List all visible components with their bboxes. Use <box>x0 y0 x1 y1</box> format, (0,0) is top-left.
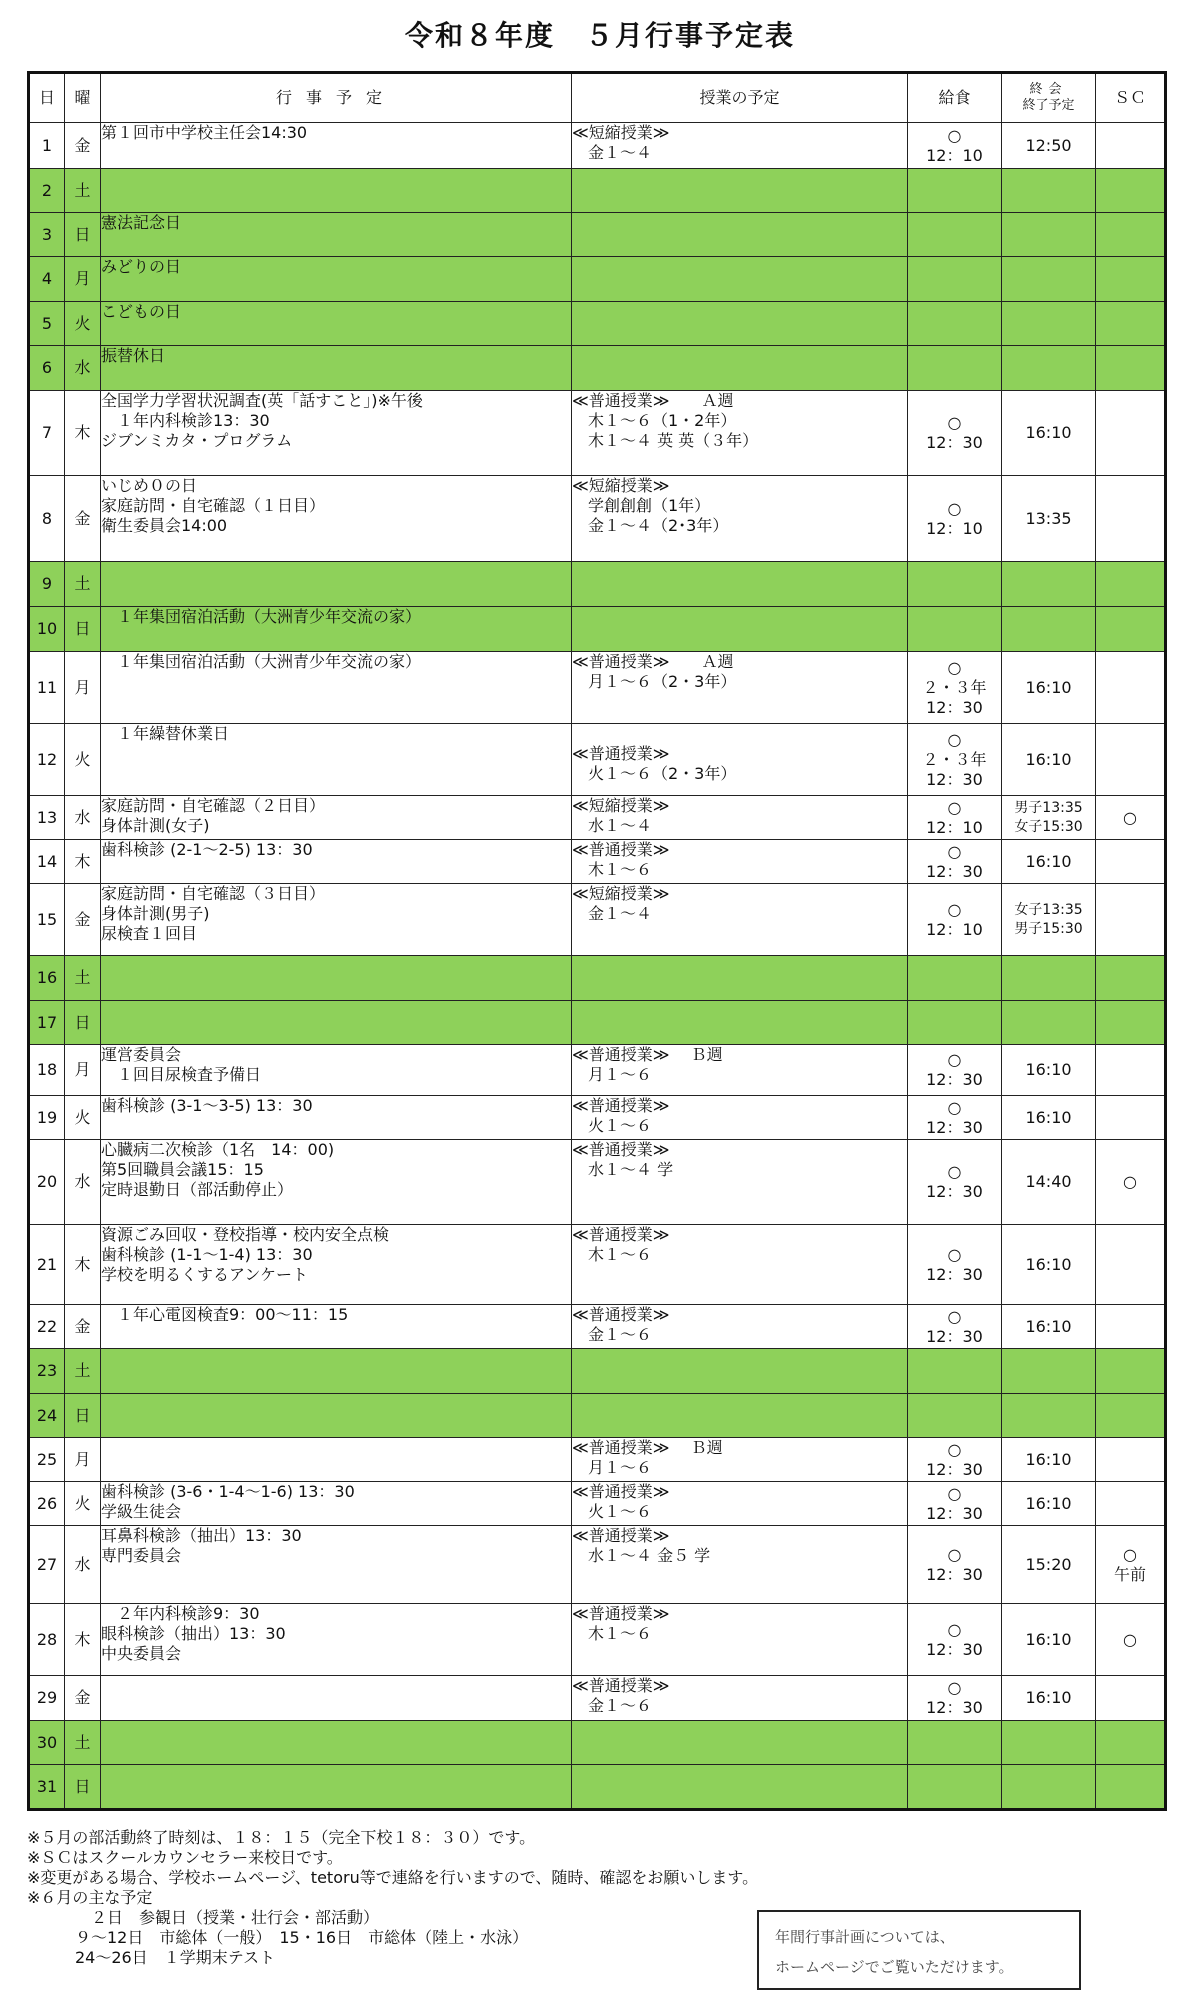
cell-weekday: 水 <box>65 796 101 840</box>
cell-end-time: 16:10 <box>1002 1676 1096 1721</box>
cell-lunch: ○ ２・３年 12：30 <box>908 724 1002 796</box>
cell-events: 第１回市中学校主任会14:30 <box>101 123 572 169</box>
cell-events: こどもの日 <box>101 302 572 346</box>
cell-sc <box>1096 1045 1166 1096</box>
cell-sc <box>1096 1305 1166 1349</box>
cell-lunch: ○ 12：30 <box>908 1140 1002 1225</box>
cell-sc <box>1096 1765 1166 1810</box>
cell-classes: ≪短縮授業≫ 金１～４ <box>572 123 908 169</box>
cell-day: 5 <box>29 302 65 346</box>
table-row <box>29 1225 1166 1305</box>
cell-lunch <box>908 1721 1002 1765</box>
table-row <box>29 302 1166 346</box>
note-line: ※変更がある場合、学校ホームページ、tetoru等で連絡を行いますので、随時、確認をお願いします。 <box>27 1868 759 1887</box>
cell-end-time <box>1002 1394 1096 1438</box>
cell-classes <box>572 1721 908 1765</box>
table-row <box>29 956 1166 1001</box>
table-row <box>29 1482 1166 1526</box>
cell-lunch <box>908 257 1002 302</box>
cell-classes: ≪普通授業≫ 金１～６ <box>572 1305 908 1349</box>
cell-day: 1 <box>29 123 65 169</box>
cell-events: 家庭訪問・自宅確認（３日目） 身体計測(男子) 尿検査１回目 <box>101 884 572 956</box>
cell-events: １年集団宿泊活動（大洲青少年交流の家） <box>101 607 572 652</box>
cell-end-time: 15:20 <box>1002 1526 1096 1604</box>
cell-end-time <box>1002 607 1096 652</box>
cell-weekday: 日 <box>65 607 101 652</box>
cell-classes: ≪短縮授業≫ 金１～４ <box>572 884 908 956</box>
cell-weekday: 木 <box>65 840 101 884</box>
table-row <box>29 257 1166 302</box>
note-line: ※５月の部活動終了時刻は、１８：１５（完全下校１８：３０）です。 <box>27 1828 536 1847</box>
cell-lunch: ○ 12：30 <box>908 1225 1002 1305</box>
cell-end-time: 男子13:35 女子15:30 <box>1002 796 1096 840</box>
table-row <box>29 562 1166 607</box>
cell-sc <box>1096 302 1166 346</box>
cell-classes <box>572 213 908 257</box>
schedule-table <box>27 71 1167 1811</box>
cell-lunch <box>908 302 1002 346</box>
cell-lunch <box>908 607 1002 652</box>
cell-events <box>101 1349 572 1394</box>
cell-day: 2 <box>29 169 65 213</box>
cell-events: １年心電図検査9：00～11：15 <box>101 1305 572 1349</box>
cell-day: 30 <box>29 1721 65 1765</box>
table-row <box>29 1045 1166 1096</box>
cell-events: 歯科検診 (2-1～2-5) 13：30 <box>101 840 572 884</box>
table-row <box>29 213 1166 257</box>
homepage-info-box <box>757 1910 1081 1990</box>
header-classes: 授業の予定 <box>572 73 908 123</box>
cell-lunch <box>908 562 1002 607</box>
cell-weekday: 火 <box>65 302 101 346</box>
notes-section <box>27 1828 758 1968</box>
cell-events: 心臓病二次検診（1名 14：00) 第5回職員会議15：15 定時退勤日（部活動停止） <box>101 1140 572 1225</box>
cell-end-time: 女子13:35 男子15:30 <box>1002 884 1096 956</box>
cell-events: ２年内科検診9：30 眼科検診（抽出）13：30 中央委員会 <box>101 1604 572 1676</box>
cell-lunch: ○ ２・３年 12：30 <box>908 652 1002 724</box>
cell-sc <box>1096 213 1166 257</box>
table-row <box>29 1721 1166 1765</box>
cell-classes: ≪普通授業≫ Ａ週 木１～６（1・2年） 木１～４ 英 英（３年） <box>572 391 908 476</box>
cell-classes <box>572 956 908 1001</box>
cell-events: 家庭訪問・自宅確認（２日目） 身体計測(女子) <box>101 796 572 840</box>
cell-day: 25 <box>29 1438 65 1482</box>
cell-lunch: ○ 12：30 <box>908 391 1002 476</box>
cell-day: 11 <box>29 652 65 724</box>
cell-classes: ≪普通授業≫ 火１～６（2・3年） <box>572 724 908 796</box>
cell-end-time <box>1002 169 1096 213</box>
cell-end-time <box>1002 213 1096 257</box>
cell-end-time <box>1002 956 1096 1001</box>
cell-end-time: 16:10 <box>1002 1225 1096 1305</box>
cell-events <box>101 1721 572 1765</box>
table-row <box>29 391 1166 476</box>
cell-day: 6 <box>29 346 65 391</box>
cell-events: １年繰替休業日 <box>101 724 572 796</box>
header-weekday: 曜 <box>65 73 101 123</box>
cell-sc <box>1096 1721 1166 1765</box>
cell-classes <box>572 1394 908 1438</box>
cell-end-time: 16:10 <box>1002 391 1096 476</box>
table-row <box>29 1526 1166 1604</box>
cell-day: 27 <box>29 1526 65 1604</box>
cell-day: 12 <box>29 724 65 796</box>
header-end-line2: 終了予定 <box>1022 98 1075 113</box>
cell-events <box>101 956 572 1001</box>
cell-day: 28 <box>29 1604 65 1676</box>
header-events: 行事予定 <box>101 73 572 123</box>
cell-end-time <box>1002 302 1096 346</box>
cell-weekday: 金 <box>65 1305 101 1349</box>
cell-sc: ○ 午前 <box>1096 1526 1166 1604</box>
cell-weekday: 土 <box>65 169 101 213</box>
table-row <box>29 1140 1166 1225</box>
cell-day: 23 <box>29 1349 65 1394</box>
cell-classes: ≪普通授業≫ 水１～４ 学 <box>572 1140 908 1225</box>
cell-classes <box>572 1001 908 1045</box>
cell-sc <box>1096 391 1166 476</box>
cell-end-time: 16:10 <box>1002 1604 1096 1676</box>
cell-weekday: 日 <box>65 1765 101 1810</box>
cell-classes <box>572 346 908 391</box>
cell-lunch: ○ 12：10 <box>908 476 1002 562</box>
cell-classes: ≪普通授業≫ 木１～６ <box>572 840 908 884</box>
cell-sc: ○ <box>1096 1604 1166 1676</box>
cell-classes: ≪普通授業≫ 金１～６ <box>572 1676 908 1721</box>
cell-weekday: 火 <box>65 1482 101 1526</box>
cell-events <box>101 1765 572 1810</box>
cell-day: 14 <box>29 840 65 884</box>
cell-sc <box>1096 257 1166 302</box>
cell-events: 歯科検診 (3-6・1-4～1-6) 13：30 学級生徒会 <box>101 1482 572 1526</box>
cell-day: 24 <box>29 1394 65 1438</box>
cell-day: 21 <box>29 1225 65 1305</box>
cell-lunch: ○ 12：30 <box>908 1305 1002 1349</box>
header-lunch: 給食 <box>908 73 1002 123</box>
cell-lunch: ○ 12：30 <box>908 840 1002 884</box>
cell-day: 4 <box>29 257 65 302</box>
cell-sc <box>1096 1096 1166 1140</box>
cell-weekday: 火 <box>65 724 101 796</box>
cell-classes: ≪短縮授業≫ 水１～４ <box>572 796 908 840</box>
table-row <box>29 169 1166 213</box>
cell-weekday: 日 <box>65 1001 101 1045</box>
cell-events <box>101 169 572 213</box>
cell-day: 26 <box>29 1482 65 1526</box>
table-row <box>29 840 1166 884</box>
cell-day: 18 <box>29 1045 65 1096</box>
cell-day: 3 <box>29 213 65 257</box>
table-row <box>29 1305 1166 1349</box>
cell-day: 20 <box>29 1140 65 1225</box>
cell-sc <box>1096 1225 1166 1305</box>
cell-weekday: 土 <box>65 1721 101 1765</box>
note-line: ９～12日 市総体（一般） 15・16日 市総体（陸上・水泳） <box>27 1928 529 1947</box>
cell-lunch <box>908 956 1002 1001</box>
cell-classes: ≪普通授業≫ Ａ週 月１～６（2・3年） <box>572 652 908 724</box>
header-sc: ＳＣ <box>1096 73 1166 123</box>
cell-sc <box>1096 169 1166 213</box>
cell-end-time <box>1002 1001 1096 1045</box>
cell-events <box>101 562 572 607</box>
cell-lunch: ○ 12：30 <box>908 1045 1002 1096</box>
cell-weekday: 金 <box>65 476 101 562</box>
cell-day: 8 <box>29 476 65 562</box>
cell-weekday: 火 <box>65 1096 101 1140</box>
cell-lunch: ○ 12：10 <box>908 884 1002 956</box>
cell-end-time: 16:10 <box>1002 1045 1096 1096</box>
cell-day: 9 <box>29 562 65 607</box>
cell-sc <box>1096 1394 1166 1438</box>
cell-end-time: 16:10 <box>1002 652 1096 724</box>
cell-day: 10 <box>29 607 65 652</box>
cell-day: 19 <box>29 1096 65 1140</box>
cell-end-time: 12:50 <box>1002 123 1096 169</box>
header-day: 日 <box>29 73 65 123</box>
cell-sc <box>1096 607 1166 652</box>
cell-end-time <box>1002 1765 1096 1810</box>
cell-classes: ≪普通授業≫ 火１～６ <box>572 1482 908 1526</box>
note-line: ２日 参観日（授業・壮行会・部活動） <box>27 1908 380 1927</box>
cell-sc <box>1096 956 1166 1001</box>
cell-events <box>101 1438 572 1482</box>
cell-weekday: 水 <box>65 1526 101 1604</box>
cell-weekday: 月 <box>65 1045 101 1096</box>
cell-end-time <box>1002 1349 1096 1394</box>
cell-sc <box>1096 1001 1166 1045</box>
cell-events <box>101 1394 572 1438</box>
info-box-line: ホームページでご覧いただけます。 <box>775 1958 1014 1976</box>
table-row <box>29 1349 1166 1394</box>
cell-sc: ○ <box>1096 1140 1166 1225</box>
cell-weekday: 土 <box>65 956 101 1001</box>
cell-classes: ≪普通授業≫ Ｂ週 月１～６ <box>572 1438 908 1482</box>
cell-weekday: 土 <box>65 562 101 607</box>
cell-end-time <box>1002 1721 1096 1765</box>
cell-sc <box>1096 346 1166 391</box>
cell-end-time: 16:10 <box>1002 1305 1096 1349</box>
cell-classes <box>572 562 908 607</box>
cell-end-time: 16:10 <box>1002 1482 1096 1526</box>
cell-events: 全国学力学習状況調査(英「話すこと」)※午後 １年内科検診13：30 ジブンミカタ・プログラム <box>101 391 572 476</box>
cell-sc <box>1096 724 1166 796</box>
cell-classes: ≪普通授業≫ 火１～６ <box>572 1096 908 1140</box>
note-line: 24～26日 １学期末テスト <box>27 1948 276 1967</box>
cell-end-time: 16:10 <box>1002 724 1096 796</box>
cell-weekday: 木 <box>65 1225 101 1305</box>
cell-day: 31 <box>29 1765 65 1810</box>
cell-weekday: 日 <box>65 1394 101 1438</box>
info-box-line: 年間行事計画については、 <box>775 1928 955 1946</box>
cell-classes <box>572 607 908 652</box>
cell-lunch <box>908 346 1002 391</box>
cell-sc <box>1096 1349 1166 1394</box>
table-row <box>29 884 1166 956</box>
cell-lunch <box>908 1349 1002 1394</box>
cell-weekday: 土 <box>65 1349 101 1394</box>
note-line: ※ＳＣはスクールカウンセラー来校日です。 <box>27 1848 343 1867</box>
schedule-body <box>29 123 1166 1810</box>
cell-day: 7 <box>29 391 65 476</box>
cell-events: みどりの日 <box>101 257 572 302</box>
cell-lunch <box>908 213 1002 257</box>
cell-classes: ≪普通授業≫ 木１～６ <box>572 1604 908 1676</box>
cell-classes: ≪普通授業≫ Ｂ週 月１～６ <box>572 1045 908 1096</box>
cell-events: 資源ごみ回収・登校指導・校内安全点検 歯科検診 (1-1～1-4) 13：30 学校を明るくするアンケート <box>101 1225 572 1305</box>
cell-lunch <box>908 169 1002 213</box>
table-row <box>29 796 1166 840</box>
cell-weekday: 金 <box>65 1676 101 1721</box>
note-line: ※６月の主な予定 <box>27 1888 153 1907</box>
cell-lunch: ○ 12：10 <box>908 123 1002 169</box>
cell-events: 運営委員会 １回目尿検査予備日 <box>101 1045 572 1096</box>
table-row <box>29 652 1166 724</box>
cell-weekday: 木 <box>65 391 101 476</box>
cell-sc <box>1096 652 1166 724</box>
cell-weekday: 水 <box>65 346 101 391</box>
header-end-line1: 終会 <box>1029 82 1068 97</box>
table-row <box>29 724 1166 796</box>
table-row <box>29 1001 1166 1045</box>
cell-end-time: 14:40 <box>1002 1140 1096 1225</box>
cell-classes <box>572 1349 908 1394</box>
cell-events: 耳鼻科検診（抽出）13：30 専門委員会 <box>101 1526 572 1604</box>
cell-events: １年集団宿泊活動（大洲青少年交流の家） <box>101 652 572 724</box>
cell-classes <box>572 1765 908 1810</box>
cell-sc <box>1096 562 1166 607</box>
cell-classes: ≪短縮授業≫ 学創創創（1年） 金１～４（2･3年） <box>572 476 908 562</box>
cell-sc <box>1096 476 1166 562</box>
cell-lunch <box>908 1001 1002 1045</box>
cell-events: 歯科検診 (3-1～3-5) 13：30 <box>101 1096 572 1140</box>
cell-lunch: ○ 12：30 <box>908 1482 1002 1526</box>
cell-events <box>101 1676 572 1721</box>
cell-weekday: 木 <box>65 1604 101 1676</box>
table-row <box>29 476 1166 562</box>
cell-events: 振替休日 <box>101 346 572 391</box>
cell-day: 22 <box>29 1305 65 1349</box>
cell-day: 15 <box>29 884 65 956</box>
cell-classes <box>572 169 908 213</box>
cell-weekday: 金 <box>65 123 101 169</box>
cell-lunch: ○ 12：30 <box>908 1096 1002 1140</box>
cell-weekday: 水 <box>65 1140 101 1225</box>
cell-sc <box>1096 123 1166 169</box>
cell-weekday: 月 <box>65 1438 101 1482</box>
cell-lunch: ○ 12：30 <box>908 1526 1002 1604</box>
cell-end-time <box>1002 562 1096 607</box>
cell-events: 憲法記念日 <box>101 213 572 257</box>
cell-end-time: 16:10 <box>1002 1096 1096 1140</box>
cell-classes <box>572 257 908 302</box>
table-row <box>29 607 1166 652</box>
cell-events: いじめ０の日 家庭訪問・自宅確認（１日目） 衛生委員会14:00 <box>101 476 572 562</box>
cell-lunch: ○ 12：30 <box>908 1438 1002 1482</box>
cell-weekday: 月 <box>65 257 101 302</box>
cell-sc <box>1096 884 1166 956</box>
cell-day: 29 <box>29 1676 65 1721</box>
cell-day: 16 <box>29 956 65 1001</box>
cell-end-time: 16:10 <box>1002 1438 1096 1482</box>
cell-sc: ○ <box>1096 796 1166 840</box>
cell-weekday: 金 <box>65 884 101 956</box>
table-row <box>29 1676 1166 1721</box>
cell-classes <box>572 302 908 346</box>
cell-end-time <box>1002 346 1096 391</box>
table-row <box>29 123 1166 169</box>
table-row <box>29 1394 1166 1438</box>
cell-lunch <box>908 1765 1002 1810</box>
cell-end-time <box>1002 257 1096 302</box>
table-row <box>29 346 1166 391</box>
cell-events <box>101 1001 572 1045</box>
header-row <box>29 73 1166 123</box>
cell-day: 13 <box>29 796 65 840</box>
cell-weekday: 月 <box>65 652 101 724</box>
cell-sc <box>1096 1438 1166 1482</box>
table-row <box>29 1604 1166 1676</box>
cell-weekday: 日 <box>65 213 101 257</box>
table-row <box>29 1438 1166 1482</box>
cell-classes: ≪普通授業≫ 木１～６ <box>572 1225 908 1305</box>
cell-lunch <box>908 1394 1002 1438</box>
cell-lunch: ○ 12：10 <box>908 796 1002 840</box>
cell-day: 17 <box>29 1001 65 1045</box>
cell-lunch: ○ 12：30 <box>908 1604 1002 1676</box>
page-title: 令和８年度 ５月行事予定表 <box>404 19 795 52</box>
table-row <box>29 1096 1166 1140</box>
cell-sc <box>1096 1482 1166 1526</box>
cell-end-time: 13:35 <box>1002 476 1096 562</box>
header-end-time <box>1002 73 1096 123</box>
table-row <box>29 1765 1166 1810</box>
cell-classes: ≪普通授業≫ 水１～４ 金５ 学 <box>572 1526 908 1604</box>
cell-sc <box>1096 1676 1166 1721</box>
cell-end-time: 16:10 <box>1002 840 1096 884</box>
cell-lunch: ○ 12：30 <box>908 1676 1002 1721</box>
cell-sc <box>1096 840 1166 884</box>
